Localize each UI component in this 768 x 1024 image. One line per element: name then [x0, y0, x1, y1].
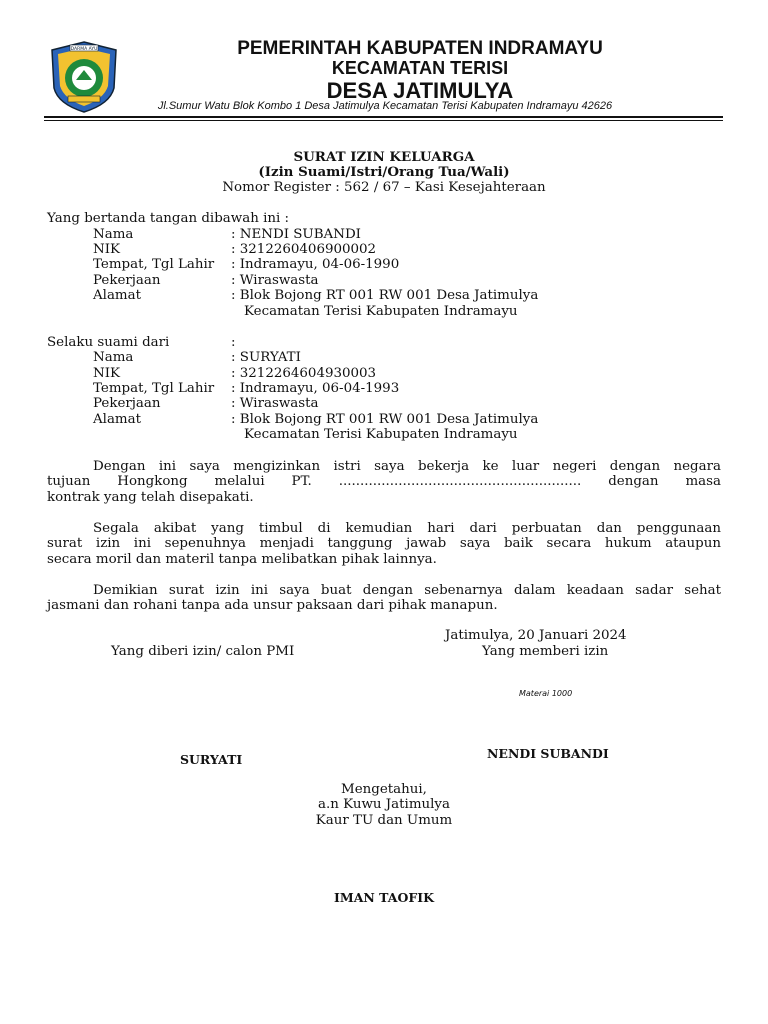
- letter-title: SURAT IZIN KELUARGA: [293, 149, 475, 165]
- acknowledgement-line2: a.n Kuwu Jatimulya: [318, 797, 450, 812]
- person2-alamat-line1: : Blok Bojong RT 001 RW 001 Desa Jatimulya: [231, 412, 539, 427]
- village-emblem-logo: [48, 40, 120, 114]
- register-number: Nomor Register : 562 / 67 – Kasi Kesejahteraan: [222, 180, 546, 195]
- place-date: Jatimulya, 20 Januari 2024: [445, 628, 627, 643]
- label-pekerjaan: Pekerjaan: [93, 273, 161, 288]
- acknowledgement-line3: Kaur TU dan Umum: [315, 813, 453, 828]
- person2-nama: : SURYATI: [231, 350, 301, 365]
- label-nama: Nama: [93, 350, 134, 365]
- acknowledgement-signatory-name: IMAN TAOFIK: [334, 890, 434, 905]
- letterhead-divider-thick: [44, 116, 723, 118]
- letterhead-government: PEMERINTAH KABUPATEN INDRAMAYU: [237, 38, 603, 59]
- person1-alamat-line2: Kecamatan Terisi Kabupaten Indramayu: [244, 304, 518, 319]
- person1-pekerjaan: : Wiraswasta: [231, 273, 319, 288]
- paragraph1-line1: Dengan ini saya mengizinkan istri saya bekerja ke luar negeri dengan negara: [93, 459, 721, 474]
- paragraph1-line3: kontrak yang telah disepakati.: [47, 490, 254, 505]
- label-nama: Nama: [93, 227, 134, 242]
- acknowledgement-line1: Mengetahui,: [341, 782, 427, 797]
- svg-text:DARMA AYU: DARMA AYU: [70, 47, 98, 52]
- letterhead-district: KECAMATAN TERISI: [331, 58, 509, 78]
- label-nik: NIK: [93, 242, 121, 257]
- person1-alamat-line1: : Blok Bojong RT 001 RW 001 Desa Jatimulya: [231, 288, 539, 303]
- intro-text: Yang bertanda tangan dibawah ini :: [47, 211, 290, 226]
- person2-pekerjaan: : Wiraswasta: [231, 396, 319, 411]
- relation-colon: :: [231, 335, 236, 350]
- person1-nama: : NENDI SUBANDI: [231, 227, 361, 242]
- relation-text: Selaku suami dari: [47, 335, 170, 350]
- paragraph3-line2: jasmani dan rohani tanpa ada unsur paksaan dari pihak manapun.: [47, 598, 498, 613]
- letter-subtitle: (Izin Suami/Istri/Orang Tua/Wali): [258, 164, 510, 180]
- left-signatory-name: SURYATI: [180, 752, 243, 767]
- person1-nik: : 3212260406900002: [231, 242, 377, 257]
- letterhead-address: Jl.Sumur Watu Blok Kombo 1 Desa Jatimulya Kecamatan Terisi Kabupaten Indramayu 42626: [157, 100, 613, 112]
- right-signatory-name: NENDI SUBANDI: [487, 746, 609, 761]
- person1-ttl: : Indramayu, 04-06-1990: [231, 257, 400, 272]
- label-ttl: Tempat, Tgl Lahir: [93, 257, 215, 272]
- letterhead-village: DESA JATIMULYA: [326, 78, 514, 103]
- paragraph3-line1: Demikian surat izin ini saya buat dengan sebenarnya dalam keadaan sadar sehat: [93, 583, 721, 598]
- left-signature-caption: Yang diberi izin/ calon PMI: [111, 644, 295, 659]
- person2-alamat-line2: Kecamatan Terisi Kabupaten Indramayu: [244, 427, 518, 442]
- label-alamat: Alamat: [93, 288, 141, 303]
- paragraph2-line2: surat izin ini sepenuhnya menjadi tanggung jawab saya baik secara hukum ataupun: [47, 536, 721, 551]
- person2-ttl: : Indramayu, 06-04-1993: [231, 381, 400, 396]
- label-pekerjaan: Pekerjaan: [93, 396, 161, 411]
- materai-stamp-label: Materai 1000: [519, 689, 573, 698]
- paragraph1-line2: tujuan Hongkong melalui PT. ......................................................... dengan masa: [47, 474, 721, 489]
- right-signature-caption: Yang memberi izin: [482, 644, 609, 659]
- label-alamat: Alamat: [93, 412, 141, 427]
- label-nik: NIK: [93, 366, 121, 381]
- person2-nik: : 3212264604930003: [231, 366, 377, 381]
- paragraph2-line3: secara moril dan materil tanpa melibatkan pihak lainnya.: [47, 552, 437, 567]
- label-ttl: Tempat, Tgl Lahir: [93, 381, 215, 396]
- paragraph2-line1: Segala akibat yang timbul di kemudian hari dari perbuatan dan penggunaan: [93, 521, 721, 536]
- letterhead-divider-thin: [44, 120, 723, 121]
